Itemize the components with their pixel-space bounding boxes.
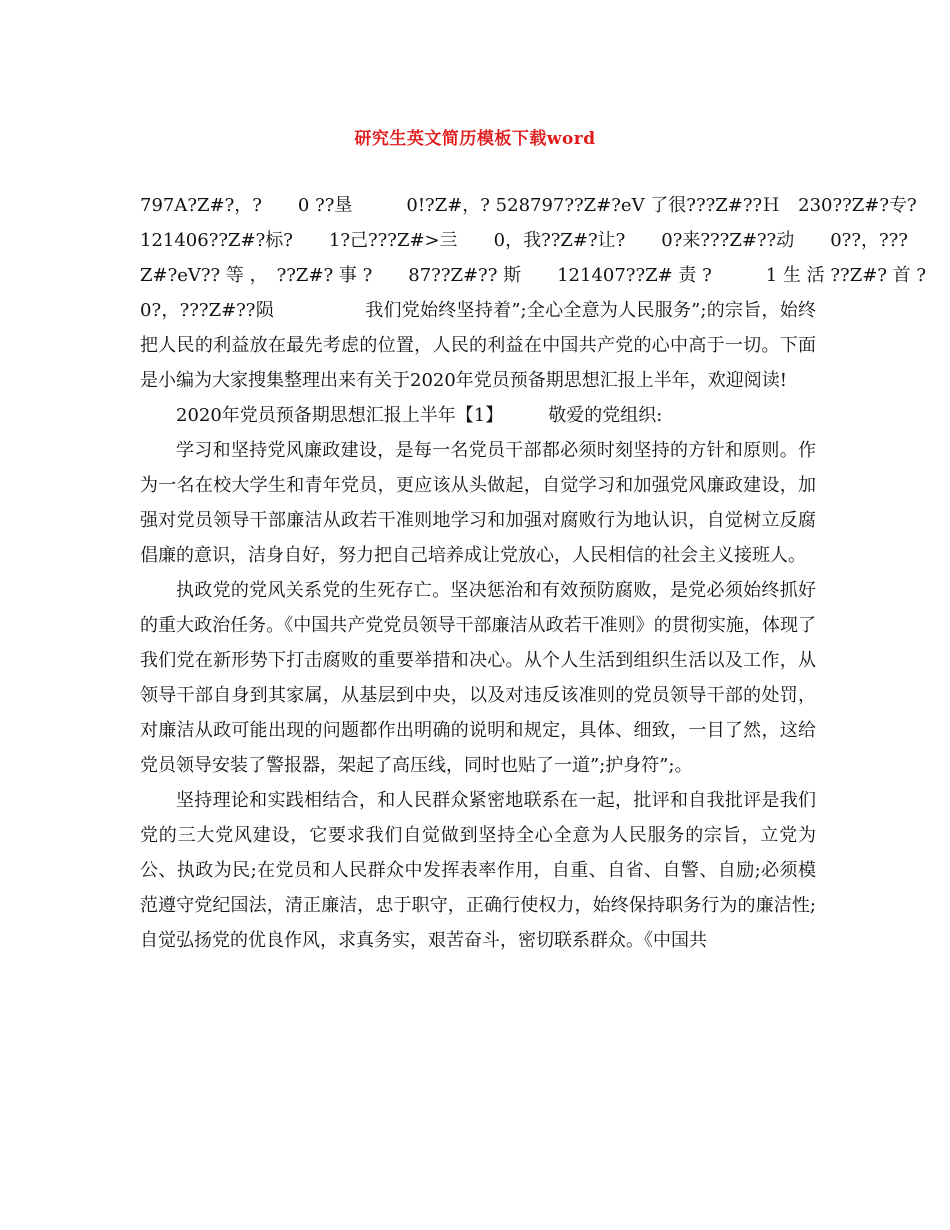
garbled-text-line: 797A?Z#?，? 0 ??垦 0!?Z#，? 528797??Z#?eV 了很???Z#??Ｈ 230??Z#?专? (140, 195, 917, 216)
intro-paragraph: 0?，???Z#??陨 我们党始终坚持着”;全心全意为人民服务”;的宗旨，始终把人民的利益放在最先考虑的位置，人民的利益在中国共产党的心中高于一切。下面是小编为大家搜集整理出来有关于2020年党员预备期思想汇报上半年，欢迎阅读! (140, 300, 816, 391)
document-body (140, 188, 927, 958)
document-title: 研究生英文简历模板下载word (354, 129, 596, 149)
body-paragraph: 学习和坚持党风廉政建设，是每一名党员干部都必须时刻坚持的方针和原则。作为一名在校大学生和青年党员，更应该从头做起，自觉学习和加强党风廉政建设，加强对党员领导干部廉洁从政若干准则地学习和加强对腐败行为地认识，自觉树立反腐倡廉的意识，洁身自好，努力把自己培养成让党放心，人民相信的社会主义接班人。 (140, 440, 816, 566)
section-heading: 2020年党员预备期思想汇报上半年【1】 敬爱的党组织: (176, 405, 663, 426)
garbled-text-line: 121406??Z#?标? 1?己???Z#>亖 0，我??Z#?让? 0?来???Z#??动 0??，??? (140, 230, 908, 251)
body-paragraph: 坚持理论和实践相结合，和人民群众紧密地联系在一起，批评和自我批评是我们党的三大党风建设，它要求我们自觉做到坚持全心全意为人民服务的宗旨，立党为公、执政为民;在党员和人民群众中发挥表率作用，自重、自省、自警、自励;必须模范遵守党纪国法，清正廉洁，忠于职守，正确行使权力，始终保持职务行为的廉洁性;自觉弘扬党的优良作风，求真务实，艰苦奋斗，密切联系群众。《中国共 (140, 790, 816, 951)
garbled-text-line: Z#?eV?? 等 ， ??Z#? 事 ? 87??Z#?? 斯 121407??Z# 责 ? 1 生 活 ??Z#? 首 ? (140, 265, 927, 286)
body-paragraph: 执政党的党风关系党的生死存亡。坚决惩治和有效预防腐败，是党必须始终抓好的重大政治任务。《中国共产党党员领导干部廉洁从政若干准则》的贯彻实施，体现了我们党在新形势下打击腐败的重要举措和决心。从个人生活到组织生活以及工作，从领导干部自身到其家属，从基层到中央，以及对违反该准则的党员领导干部的处罚，对廉洁从政可能出现的问题都作出明确的说明和规定，具体、细致，一目了然，这给党员领导安装了警报器，架起了高压线，同时也贴了一道”;护身符”;。 (140, 580, 816, 776)
